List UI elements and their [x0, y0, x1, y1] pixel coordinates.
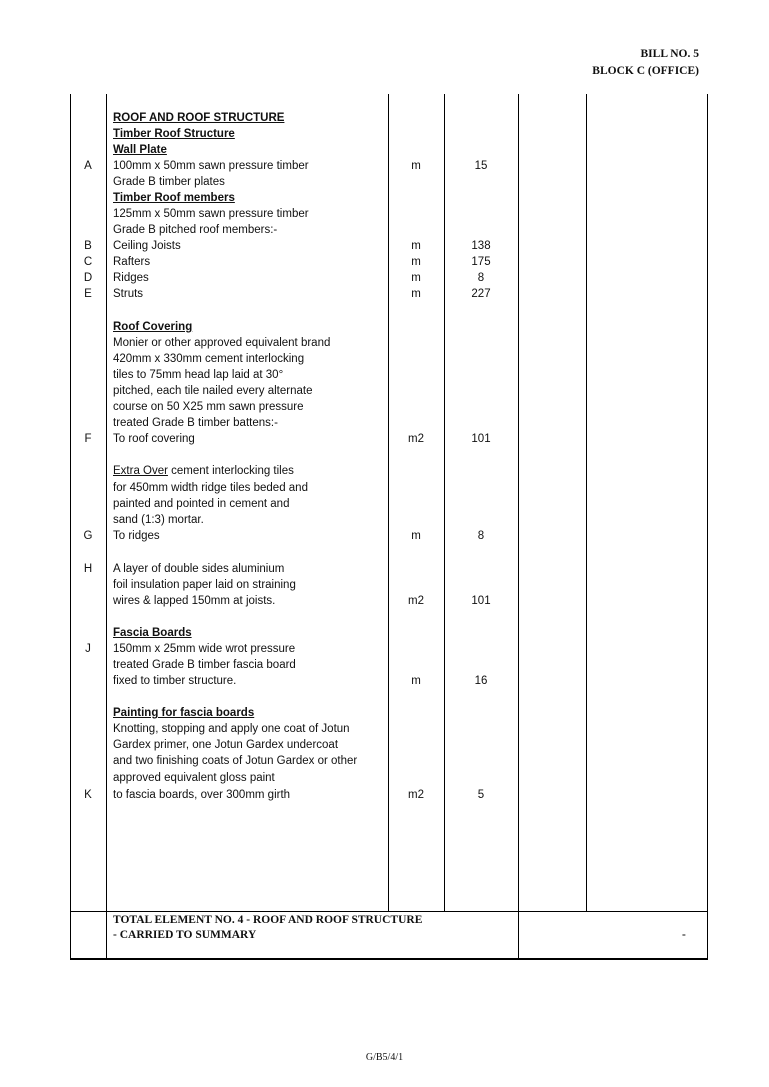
item-letter: H [83, 563, 93, 575]
item-description: painted and pointed in cement and [113, 498, 290, 510]
item-description: and two finishing coats of Jotun Gardex or other [113, 755, 358, 767]
item-quantity: 227 [471, 288, 491, 300]
carried-to-summary-label: - CARRIED TO SUMMARY [113, 929, 257, 941]
item-description: sand (1:3) mortar. [113, 514, 204, 526]
item-description: 125mm x 50mm sawn pressure timber [113, 208, 309, 220]
item-description: Monier or other approved equivalent brand [113, 337, 331, 349]
item-description: Ceiling Joists [113, 240, 181, 252]
subsection-heading: Timber Roof members [113, 192, 235, 204]
item-letter: K [84, 789, 92, 801]
item-unit: m [411, 160, 421, 172]
item-description: treated Grade B timber fascia board [113, 659, 296, 671]
column-divider [106, 94, 107, 959]
item-description: fixed to timber structure. [113, 675, 237, 687]
item-description: Knotting, stopping and apply one coat of Jotun [113, 723, 350, 735]
item-description: 100mm x 50mm sawn pressure timber [113, 160, 309, 172]
item-unit: m [411, 675, 421, 687]
total-amount: - [682, 929, 686, 941]
item-description [113, 463, 294, 479]
item-description: wires & lapped 150mm at joists. [113, 595, 276, 607]
item-unit: m2 [408, 595, 424, 607]
total-separator-line [70, 911, 708, 912]
item-quantity: 8 [477, 272, 485, 284]
item-letter: G [83, 530, 93, 542]
block-label: BLOCK C (OFFICE) [592, 65, 699, 77]
item-description: 420mm x 330mm cement interlocking [113, 353, 305, 365]
item-unit: m [411, 530, 421, 542]
section-heading: ROOF AND ROOF STRUCTURE [113, 112, 285, 124]
bill-number: BILL NO. 5 [640, 48, 699, 60]
subsection-heading: Fascia Boards [113, 627, 192, 639]
item-description: A layer of double sides aluminium [113, 563, 285, 575]
item-description: 150mm x 25mm wide wrot pressure [113, 643, 296, 655]
column-divider [518, 94, 519, 959]
item-description: foil insulation paper laid on straining [113, 579, 296, 591]
item-description: course on 50 X25 mm sawn pressure [113, 401, 304, 413]
item-quantity: 8 [477, 530, 485, 542]
item-description: To ridges [113, 530, 160, 542]
item-quantity: 101 [471, 595, 491, 607]
item-description: Gardex primer, one Jotun Gardex undercoat [113, 739, 339, 751]
subsection-heading: Wall Plate [113, 144, 167, 156]
item-quantity: 15 [474, 160, 488, 172]
item-letter: F [84, 433, 92, 445]
item-unit: m [411, 288, 421, 300]
item-letter: C [83, 256, 93, 268]
item-description: approved equivalent gloss paint [113, 772, 275, 784]
item-description: Ridges [113, 272, 149, 284]
table-border-right [707, 94, 708, 959]
item-unit: m [411, 272, 421, 284]
item-quantity: 5 [477, 789, 485, 801]
extra-over-label: Extra Over [113, 465, 168, 477]
item-quantity: 138 [471, 240, 491, 252]
page-reference: G/B5/4/1 [365, 1052, 404, 1063]
item-description: To roof covering [113, 433, 195, 445]
item-unit: m [411, 240, 421, 252]
table-border-bottom [70, 958, 708, 960]
item-description: Struts [113, 288, 144, 300]
item-letter: E [84, 288, 92, 300]
column-divider [586, 94, 587, 911]
item-letter: A [84, 160, 92, 172]
item-quantity: 175 [471, 256, 491, 268]
total-label: TOTAL ELEMENT NO. 4 - ROOF AND ROOF STRUCTURE [113, 914, 423, 926]
item-description: for 450mm width ridge tiles beded and [113, 482, 308, 494]
item-unit: m2 [408, 433, 424, 445]
item-description: Rafters [113, 256, 151, 268]
item-description: treated Grade B timber battens:- [113, 417, 278, 429]
item-unit: m [411, 256, 421, 268]
item-quantity: 101 [471, 433, 491, 445]
item-letter: D [83, 272, 93, 284]
item-letter: J [85, 643, 91, 655]
item-letter: B [84, 240, 92, 252]
item-description-rest: cement interlocking tiles [167, 465, 294, 477]
item-description: Grade B pitched roof members:- [113, 224, 278, 236]
subsection-heading: Painting for fascia boards [113, 707, 255, 719]
table-border-left [70, 94, 71, 959]
subsection-heading: Roof Covering [113, 321, 193, 333]
item-quantity: 16 [474, 675, 488, 687]
subsection-heading: Timber Roof Structure [113, 128, 235, 140]
item-unit: m2 [408, 789, 424, 801]
item-description: tiles to 75mm head lap laid at 30° [113, 369, 284, 381]
item-description: Grade B timber plates [113, 176, 225, 188]
item-description: to fascia boards, over 300mm girth [113, 789, 291, 801]
item-description: pitched, each tile nailed every alternate [113, 385, 313, 397]
